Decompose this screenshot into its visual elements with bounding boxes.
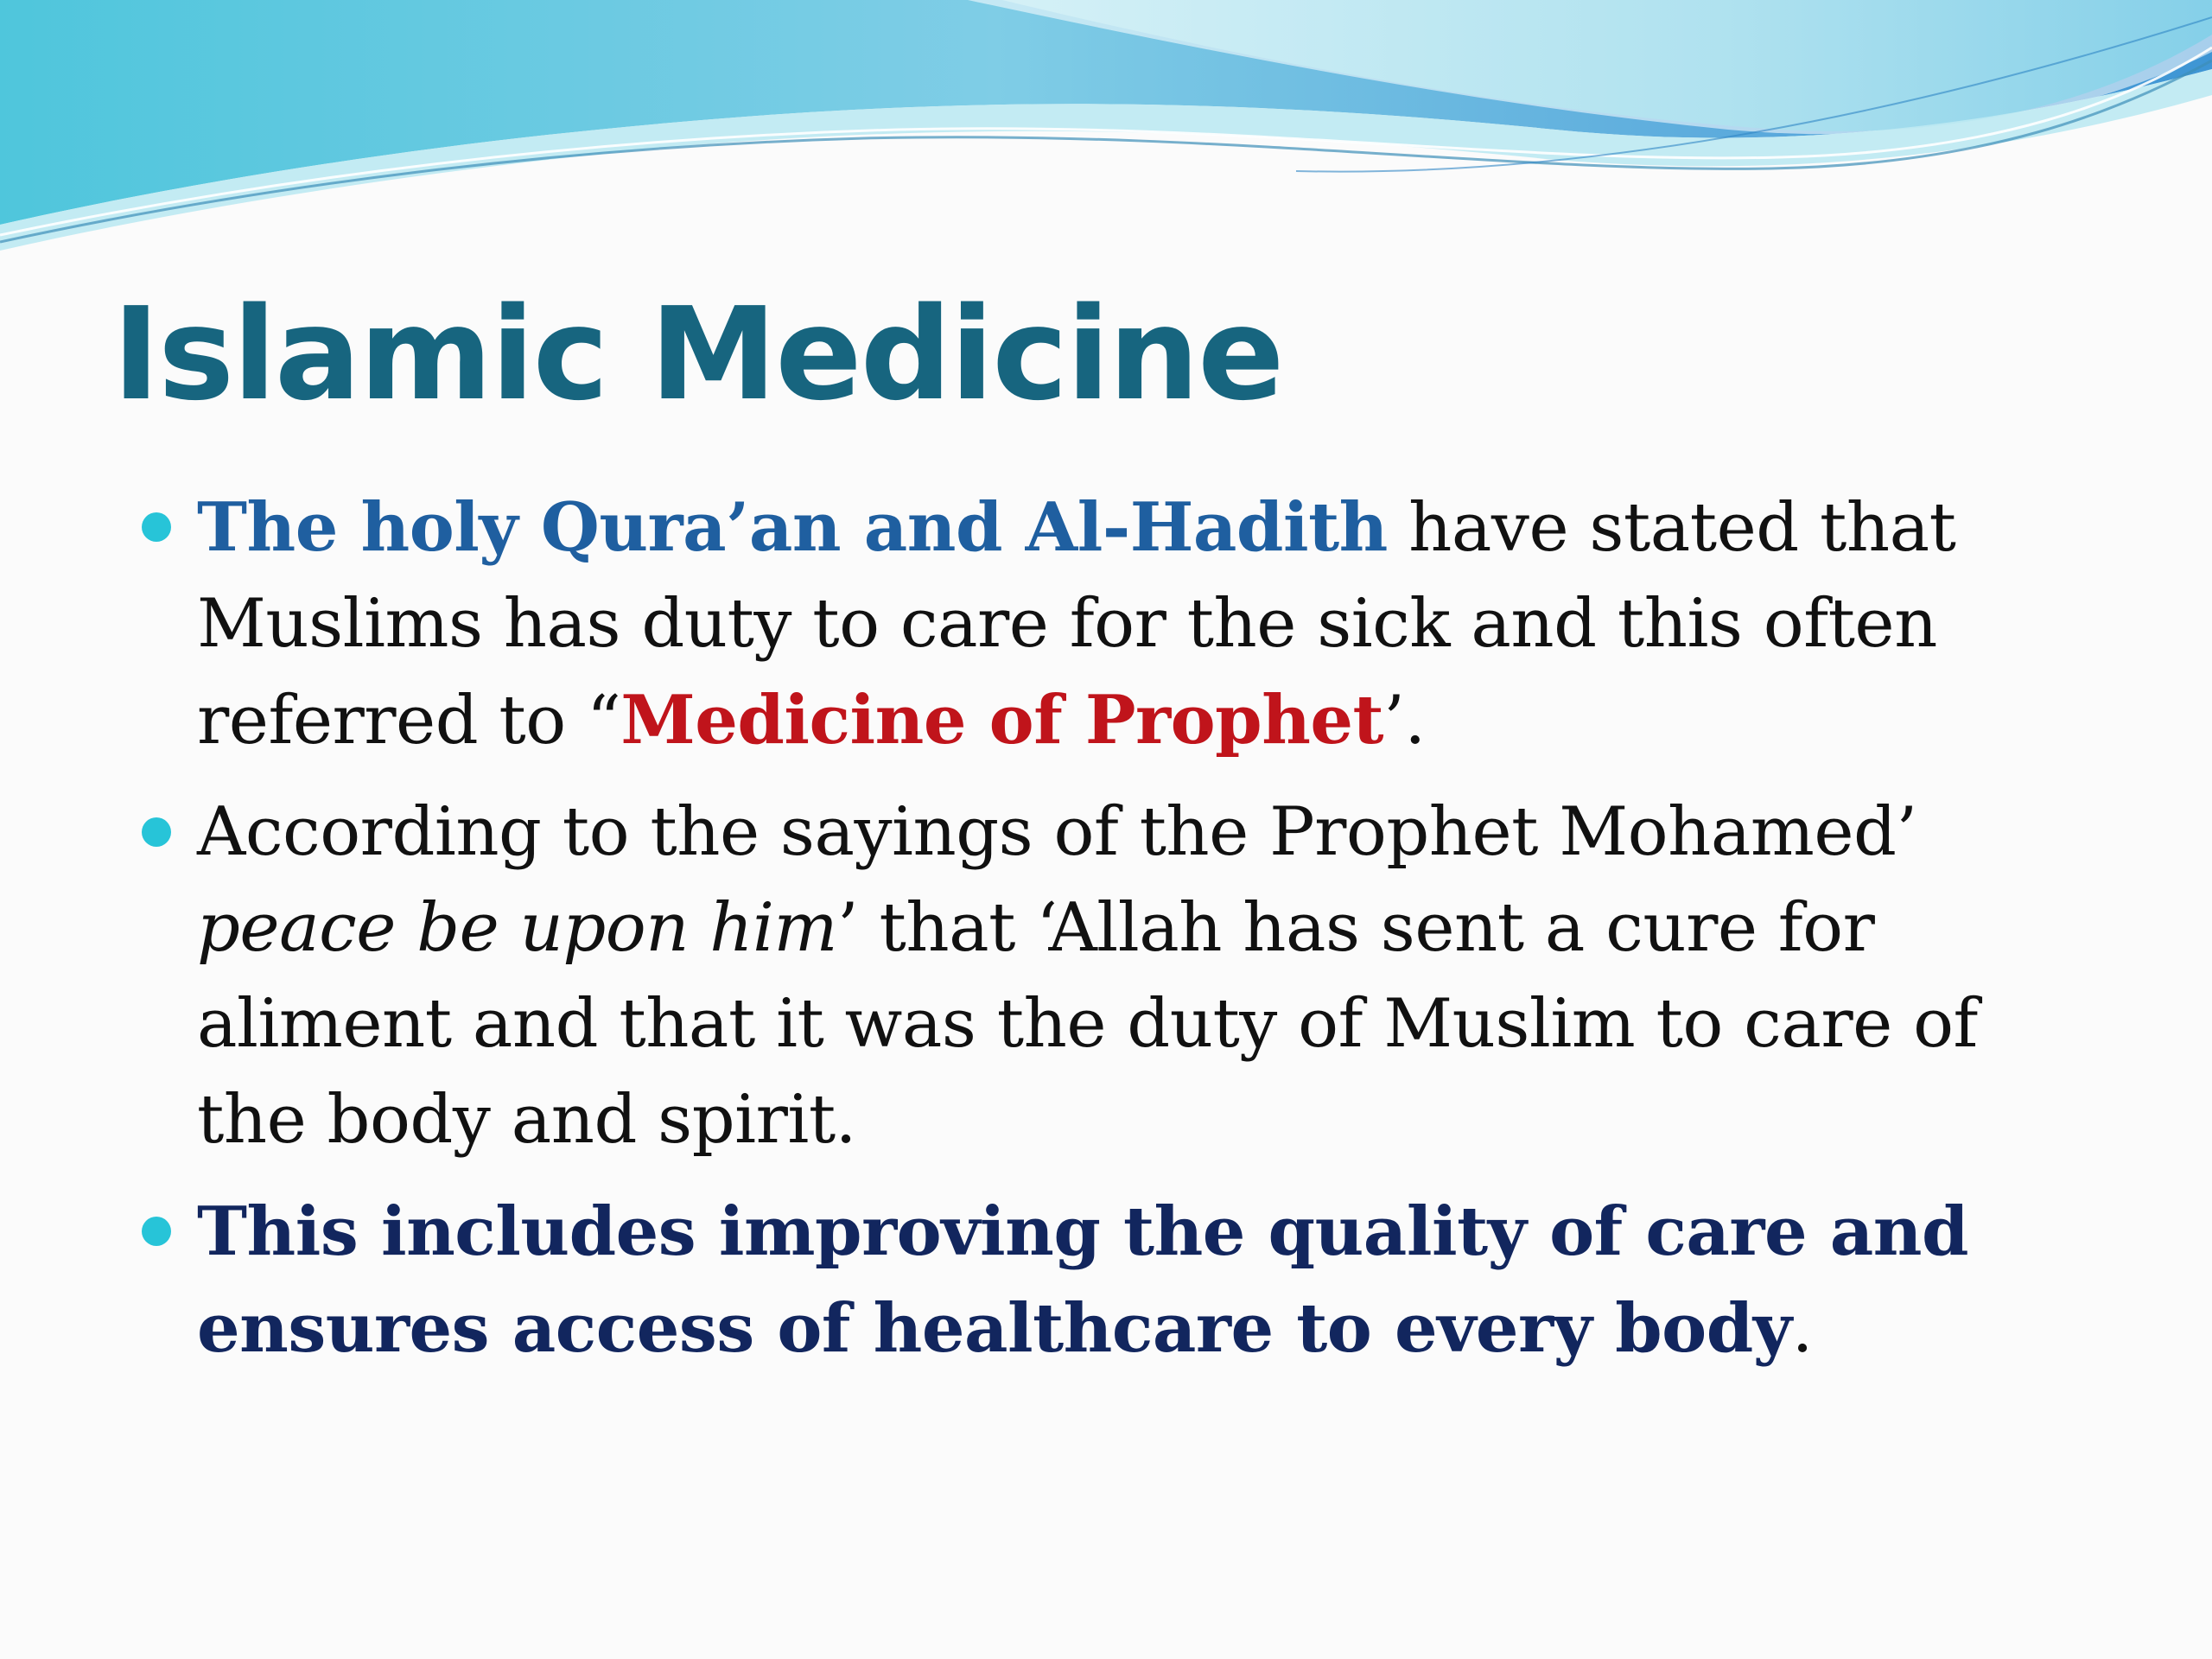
decorative-wave-header (0, 0, 2212, 276)
bullet-1-highlight-red: Medicine of Prophet (620, 681, 1384, 760)
bullet-3-highlight: This includes improving the quality of care and ensures access of healthcare to every body (197, 1192, 1969, 1368)
bullet-2-text-2: ’ that ‘Allah has sent a cure for aliment and that it was the duty of Muslim to care of the body and spirit. (197, 889, 1978, 1159)
bullet-dot-icon (142, 817, 171, 847)
bullet-1-highlight: The holy Qura’an and Al-Hadith (197, 488, 1388, 567)
bullet-2-italic: peace be upon him (197, 889, 837, 967)
bullet-1-text-2: ’. (1383, 682, 1426, 760)
bullet-dot-icon (142, 512, 171, 542)
bullet-list (197, 480, 2046, 1393)
bullet-item-3 (197, 1184, 2046, 1377)
bullet-1-text-1: have stated that Muslims has duty to care for the sick and this often referred to “ (197, 489, 1956, 760)
bullet-item-1 (197, 480, 2046, 769)
bullet-item-2 (197, 785, 2046, 1168)
bullet-dot-icon (142, 1217, 171, 1246)
bullet-2-text-1: According to the sayings of the Prophet Mohamed’ (197, 793, 1917, 871)
slide-title: Islamic Medicine (112, 280, 1283, 429)
bullet-3-text-1: . (1791, 1290, 1813, 1368)
